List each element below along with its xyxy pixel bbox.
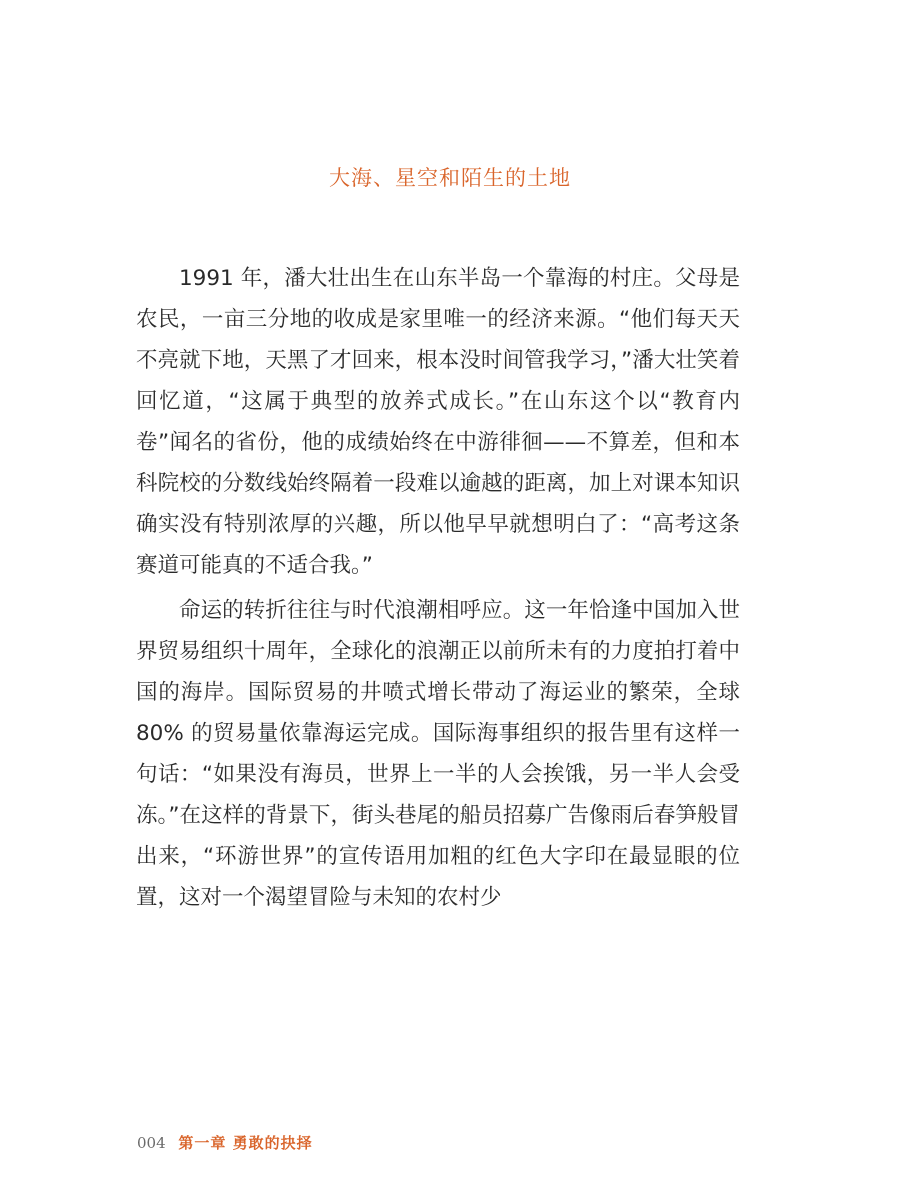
page-number: 004 <box>137 1134 166 1152</box>
section-title: 大海、星空和陌生的土地 <box>329 166 571 190</box>
paragraph-1: 1991 年，潘大壮出生在山东半岛一个靠海的村庄。父母是农民，一亩三分地的收成是家里唯一的经济来源。“他们每天天不亮就下地，天黑了才回来，根本没时间管我学习，”潘大壮笑着回忆道，“这属于典型的放养式成长。”在山东这个以“教育内卷”闻名的省份，他的成绩始终在中游徘徊——不算差，但和本科院校的分数线始终隔着一段难以逾越的距离，加上对课本知识确实没有特别浓厚的兴趣，所以他早早就想明白了：“高考这条赛道可能真的不适合我。” <box>136 266 740 578</box>
chapter-title: 第一章 勇敢的抉择 <box>178 1134 313 1152</box>
paragraph-2: 命运的转折往往与时代浪潮相呼应。这一年恰逢中国加入世界贸易组织十周年，全球化的浪潮正以前所未有的力度拍打着中国的海岸。国际贸易的井喷式增长带动了海运业的繁荣，全球 80% 的贸易量依靠海运完成。国际海事组织的报告里有这样一句话：“如果没有海员，世界上一半的人会挨饿，另一半人会受冻。”在这样的背景下，街头巷尾的船员招募广告像雨后春笋般冒出来，“环游世界”的宣传语用加粗的红色大字印在最显眼的位置，这对一个渴望冒险与未知的农村少 <box>136 598 740 910</box>
page-footer <box>137 1132 313 1153</box>
body-text <box>136 258 740 922</box>
